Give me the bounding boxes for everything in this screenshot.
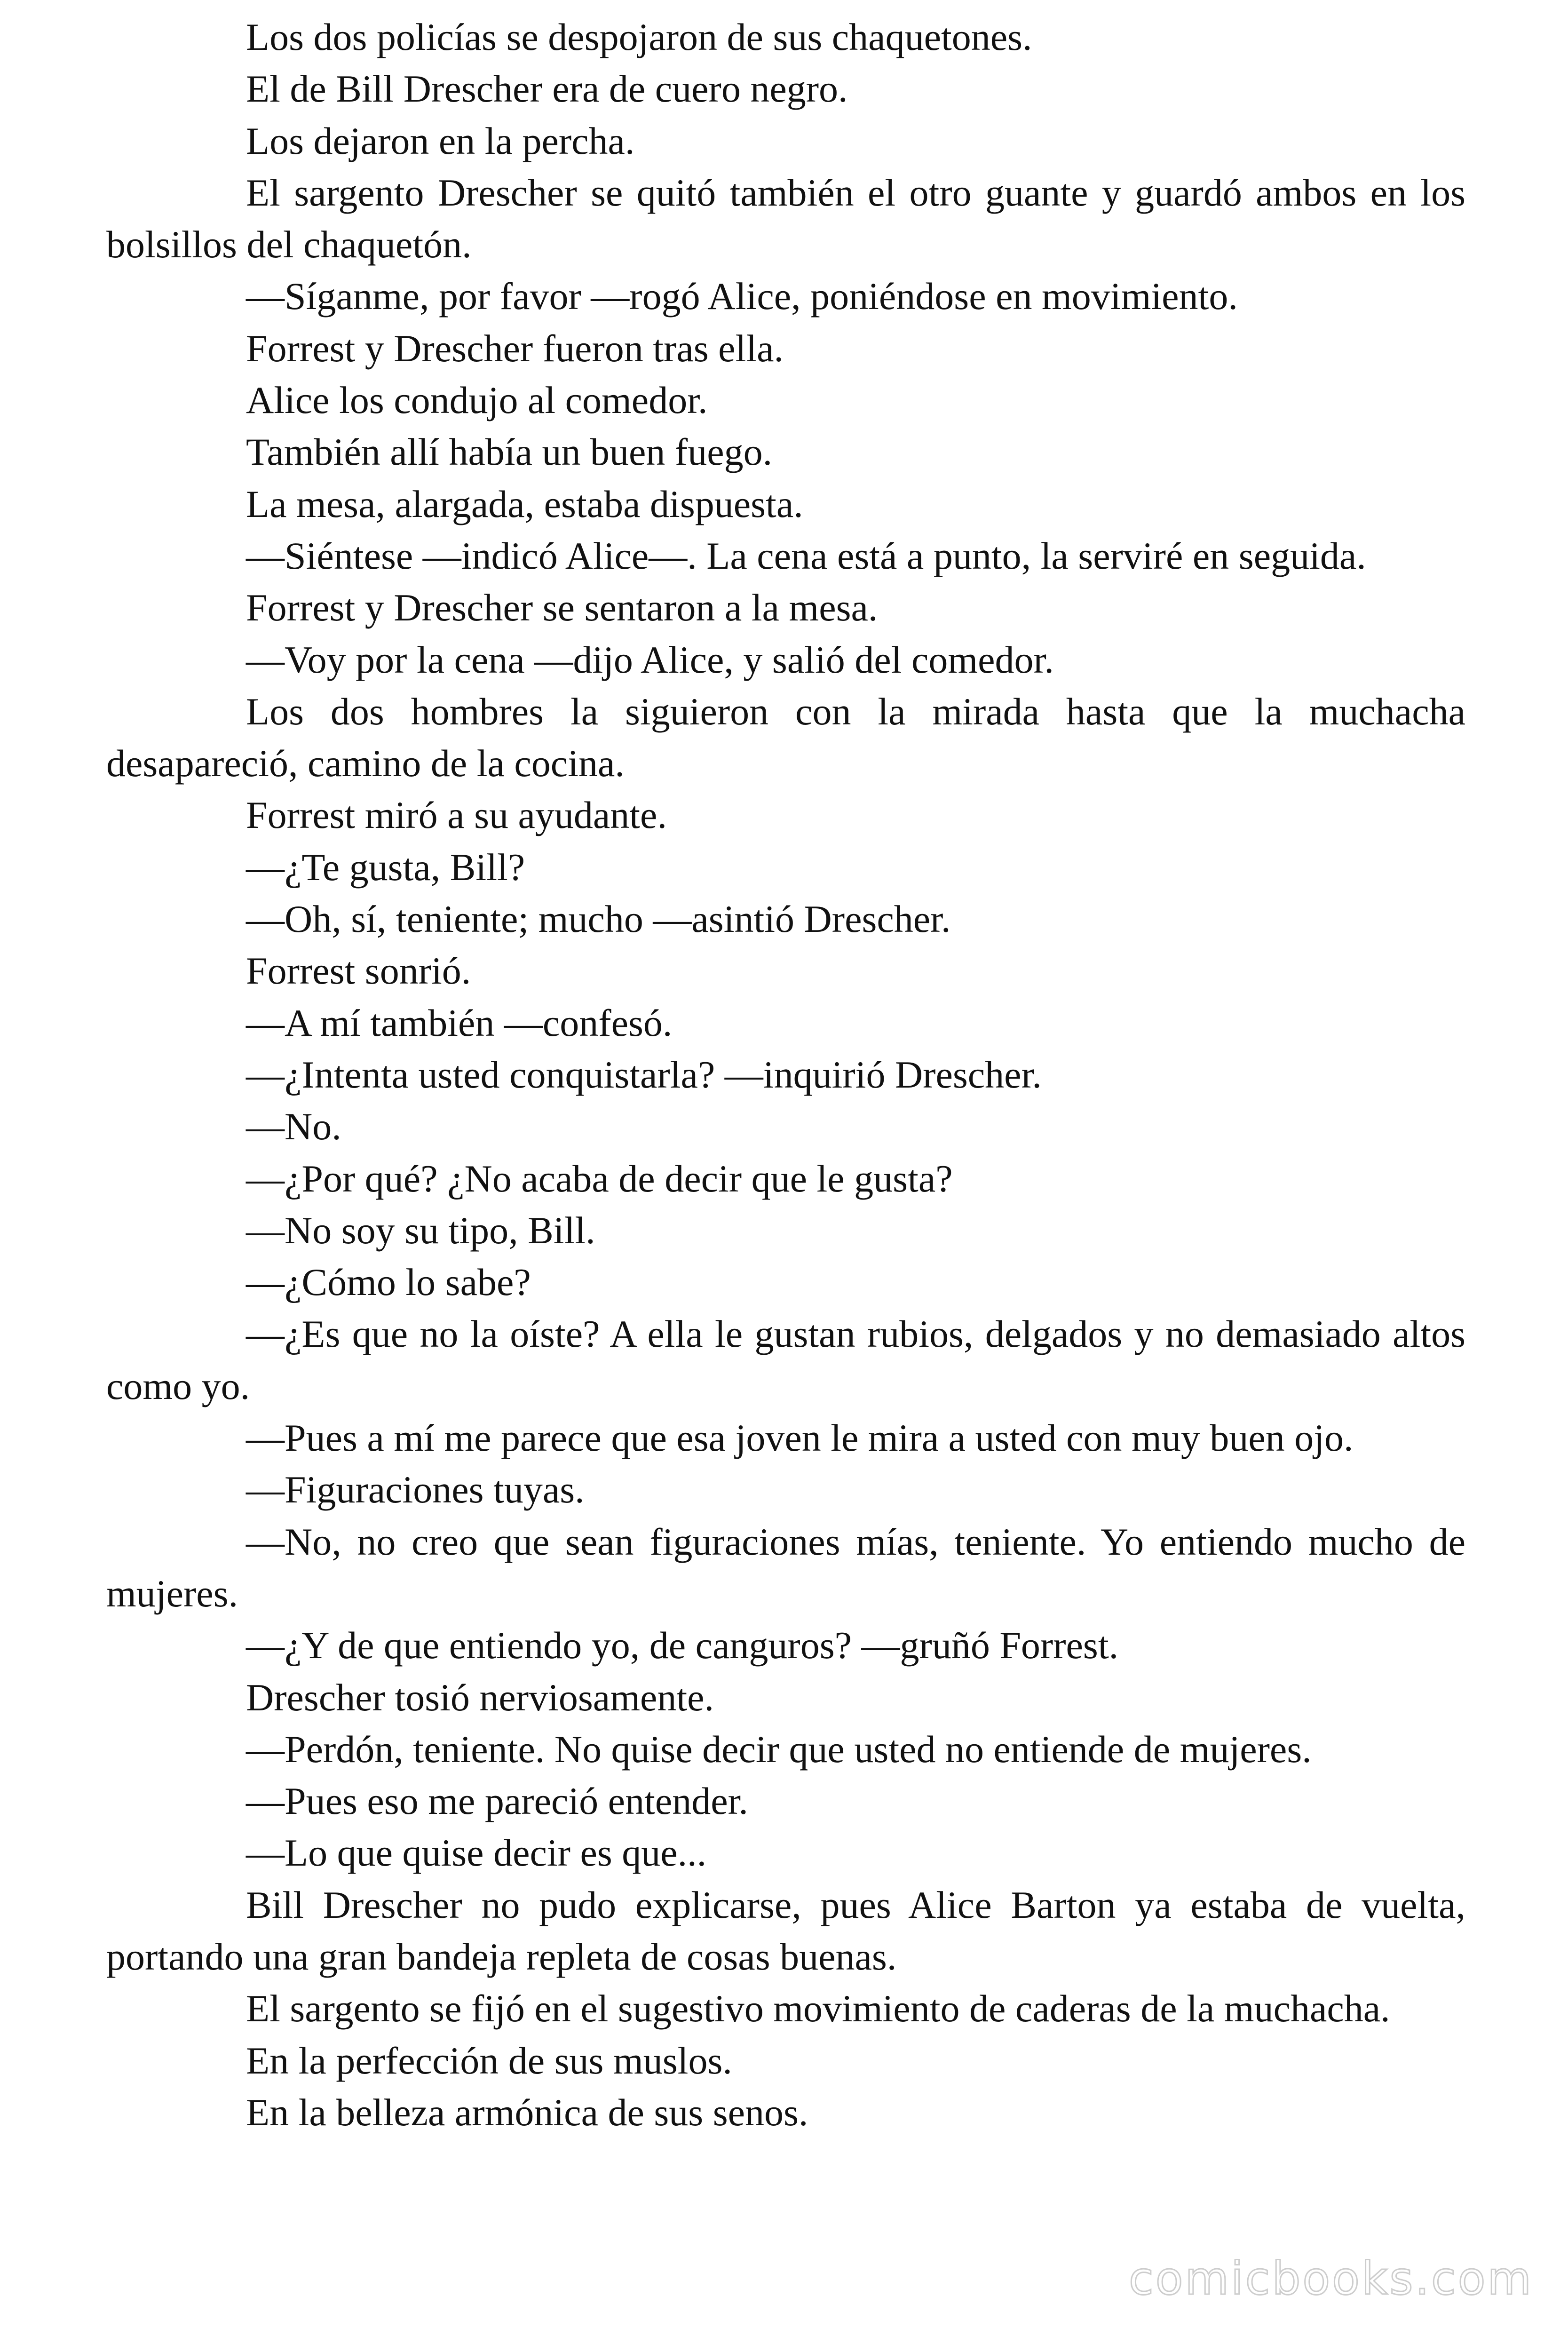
paragraph: Forrest sonrió. xyxy=(246,949,471,993)
paragraph: —Pues a mí me parece que esa joven le mira a usted con muy buen ojo. xyxy=(246,1416,1354,1460)
paragraph: Forrest y Drescher fueron tras ella. xyxy=(246,326,784,370)
paragraph: En la perfección de sus muslos. xyxy=(246,2039,732,2082)
paragraph: Forrest miró a su ayudante. xyxy=(246,794,667,837)
page-text xyxy=(106,11,1465,2138)
paragraph: —Perdón, teniente. No quise decir que usted no entiende de mujeres. xyxy=(246,1727,1312,1771)
paragraph: Los dejaron en la percha. xyxy=(246,119,635,162)
paragraph: El de Bill Drescher era de cuero negro. xyxy=(246,67,848,111)
paragraph: —Siéntese —indicó Alice—. La cena está a punto, la serviré en seguida. xyxy=(246,534,1366,577)
paragraph: —Pues eso me pareció entender. xyxy=(246,1780,748,1823)
paragraph: Los dos hombres la siguieron con la mirada hasta que la muchacha desapareció, camino de la cocina. xyxy=(106,690,1465,785)
paragraph: Forrest y Drescher se sentaron a la mesa. xyxy=(246,586,878,629)
paragraph: —¿Te gusta, Bill? xyxy=(246,845,525,889)
paragraph: —A mí también —confesó. xyxy=(246,1001,673,1044)
watermark-text: comicbooks.com xyxy=(1128,2252,1533,2305)
paragraph: Bill Drescher no pudo explicarse, pues Alice Barton ya estaba de vuelta, portando una gran bandeja repleta de cosas buenas. xyxy=(106,1883,1465,1978)
paragraph: —No. xyxy=(246,1105,341,1148)
paragraph: Drescher tosió nerviosamente. xyxy=(246,1676,714,1719)
paragraph: El sargento Drescher se quitó también el otro guante y guardó ambos en los bolsillos del chaquetón. xyxy=(106,171,1465,266)
paragraph: —Oh, sí, teniente; mucho —asintió Drescher. xyxy=(246,898,951,941)
paragraph: —¿Cómo lo sabe? xyxy=(246,1261,531,1304)
paragraph: —Lo que quise decir es que... xyxy=(246,1831,707,1875)
paragraph: —¿Por qué? ¿No acaba de decir que le gusta? xyxy=(246,1157,953,1200)
paragraph: El sargento se fijó en el sugestivo movimiento de caderas de la muchacha. xyxy=(246,1987,1390,2030)
paragraph: —¿Es que no la oíste? A ella le gustan rubios, delgados y no demasiado altos como yo. xyxy=(106,1312,1465,1407)
paragraph: Los dos policías se despojaron de sus chaquetones. xyxy=(246,16,1032,58)
paragraph: —No, no creo que sean figuraciones mías, teniente. Yo entiendo mucho de mujeres. xyxy=(106,1520,1465,1615)
paragraph: También allí había un buen fuego. xyxy=(246,430,773,474)
paragraph: —¿Intenta usted conquistarla? —inquirió Drescher. xyxy=(246,1053,1042,1096)
paragraph: —No soy su tipo, Bill. xyxy=(246,1208,595,1252)
paragraph: —Figuraciones tuyas. xyxy=(246,1468,585,1511)
paragraph: —Voy por la cena —dijo Alice, y salió del comedor. xyxy=(246,638,1054,681)
paragraph: La mesa, alargada, estaba dispuesta. xyxy=(246,482,803,525)
paragraph: En la belleza armónica de sus senos. xyxy=(246,2090,808,2134)
paragraph: —¿Y de que entiendo yo, de canguros? —gruñó Forrest. xyxy=(246,1624,1119,1667)
paragraph: —Síganme, por favor —rogó Alice, poniéndose en movimiento. xyxy=(246,275,1238,318)
paragraph: Alice los condujo al comedor. xyxy=(246,379,708,422)
